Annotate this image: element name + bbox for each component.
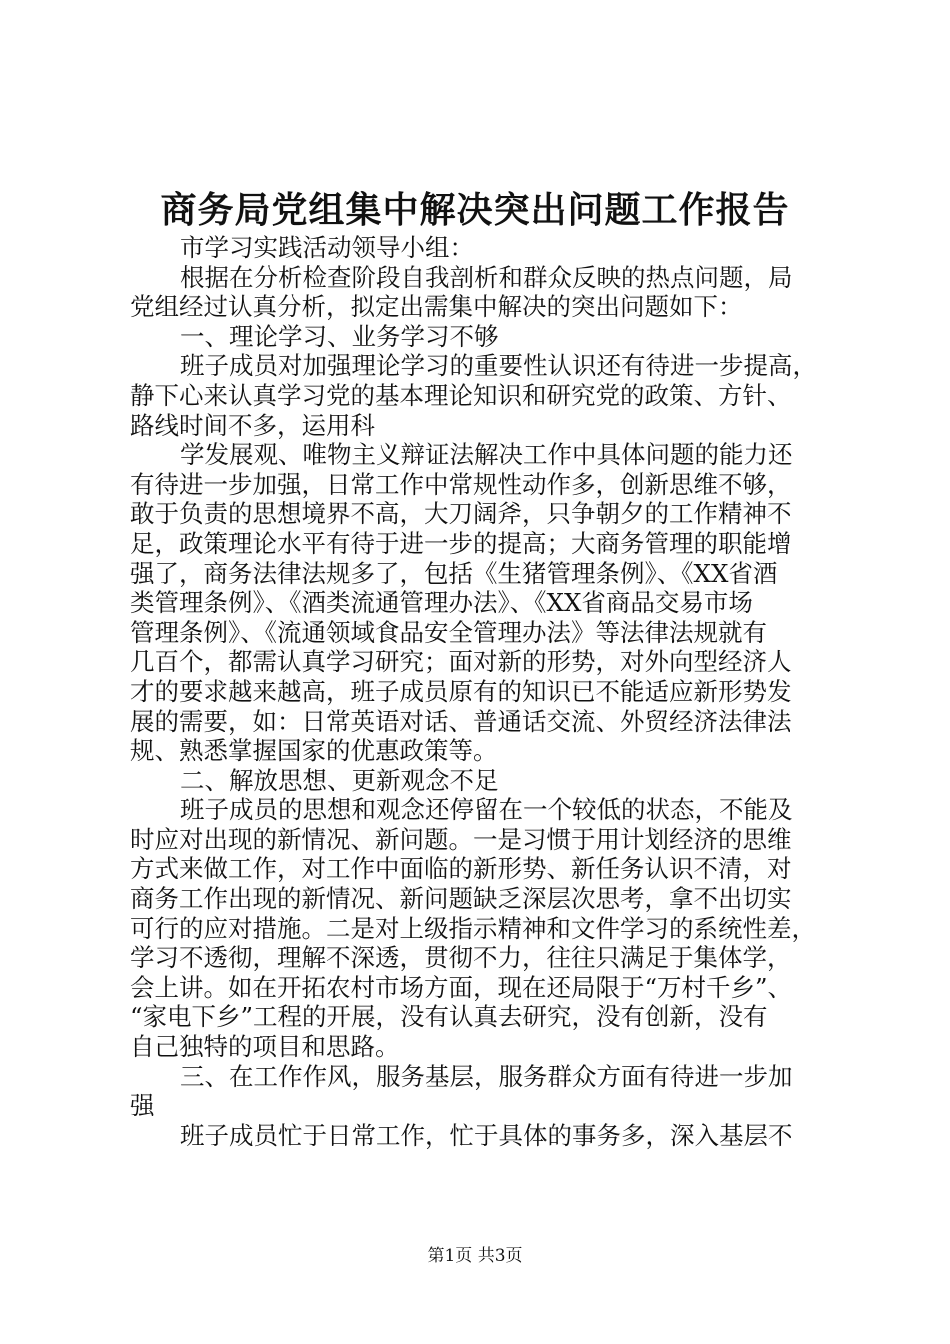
body-line: 会上讲。如在开拓农村市场方面，现在还局限于“万村千乡”、 <box>130 972 793 1002</box>
body-line: 才的要求越来越高，班子成员原有的知识已不能适应新形势发 <box>130 676 792 706</box>
body-line: 展的需要，如：日常英语对话、普通话交流、外贸经济法律法 <box>130 706 792 736</box>
body-line: 敢于负责的思想境界不高，大刀阔斧，只争朝夕的工作精神不 <box>130 499 792 529</box>
body-line: 根据在分析检查阶段自我剖析和群众反映的热点问题，局 <box>180 262 793 292</box>
page-footer: 第1页 共3页 <box>427 1246 523 1266</box>
body-line: 有待进一步加强，日常工作中常规性动作多，创新思维不够， <box>130 469 792 499</box>
body-line: 商务工作出现的新情况、新问题缺乏深层次思考，拿不出切实 <box>130 884 792 914</box>
body-line: 自己独特的项目和思路。 <box>130 1032 400 1062</box>
body-line: 强了，商务法律法规多了，包括《生猪管理条例》、《XX省酒 <box>130 558 778 588</box>
body-line: 几百个，都需认真学习研究；面对新的形势，对外向型经济人 <box>130 647 792 677</box>
body-line: “家电下乡”工程的开展，没有认真去研究，没有创新，没有 <box>130 1002 768 1032</box>
body-line: 学发展观、唯物主义辩证法解决工作中具体问题的能力还 <box>180 440 793 470</box>
body-line: 管理条例》、《流通领域食品安全管理办法》等法律法规就有 <box>130 617 767 647</box>
document-title: 商务局党组集中解决突出问题工作报告 <box>160 189 790 231</box>
body-line: 路线时间不多，运用科 <box>130 410 375 440</box>
body-line: 时应对出现的新情况、新问题。一是习惯于用计划经济的思维 <box>130 824 792 854</box>
body-line: 类管理条例》、《酒类流通管理办法》、《XX省商品交易市场 <box>130 588 753 618</box>
body-line: 足，政策理论水平有待于进一步的提高；大商务管理的职能增 <box>130 528 792 558</box>
body-line: 可行的应对措施。二是对上级指示精神和文件学习的系统性差， <box>130 913 816 943</box>
body-line: 二、解放思想、更新观念不足 <box>180 765 499 795</box>
body-line: 学习不透彻，理解不深透，贯彻不力，往往只满足于集体学， <box>130 943 792 973</box>
document-body <box>130 233 830 1150</box>
body-line: 一、理论学习、业务学习不够 <box>180 321 499 351</box>
body-line: 规、熟悉掌握国家的优惠政策等。 <box>130 736 498 766</box>
body-line: 班子成员忙于日常工作，忙于具体的事务多，深入基层不 <box>180 1120 793 1150</box>
body-line: 三、在工作作风，服务基层，服务群众方面有待进一步加 <box>180 1061 793 1091</box>
body-line: 班子成员对加强理论学习的重要性认识还有待进一步提高， <box>180 351 817 381</box>
body-line: 市学习实践活动领导小组： <box>180 233 474 262</box>
body-line: 强 <box>130 1091 155 1121</box>
body-line: 方式来做工作，对工作中面临的新形势、新任务认识不清，对 <box>130 854 792 884</box>
body-line: 党组经过认真分析，拟定出需集中解决的突出问题如下： <box>130 292 743 322</box>
body-line: 静下心来认真学习党的基本理论知识和研究党的政策、方针、 <box>130 380 792 410</box>
body-line: 班子成员的思想和观念还停留在一个较低的状态，不能及 <box>180 795 793 825</box>
